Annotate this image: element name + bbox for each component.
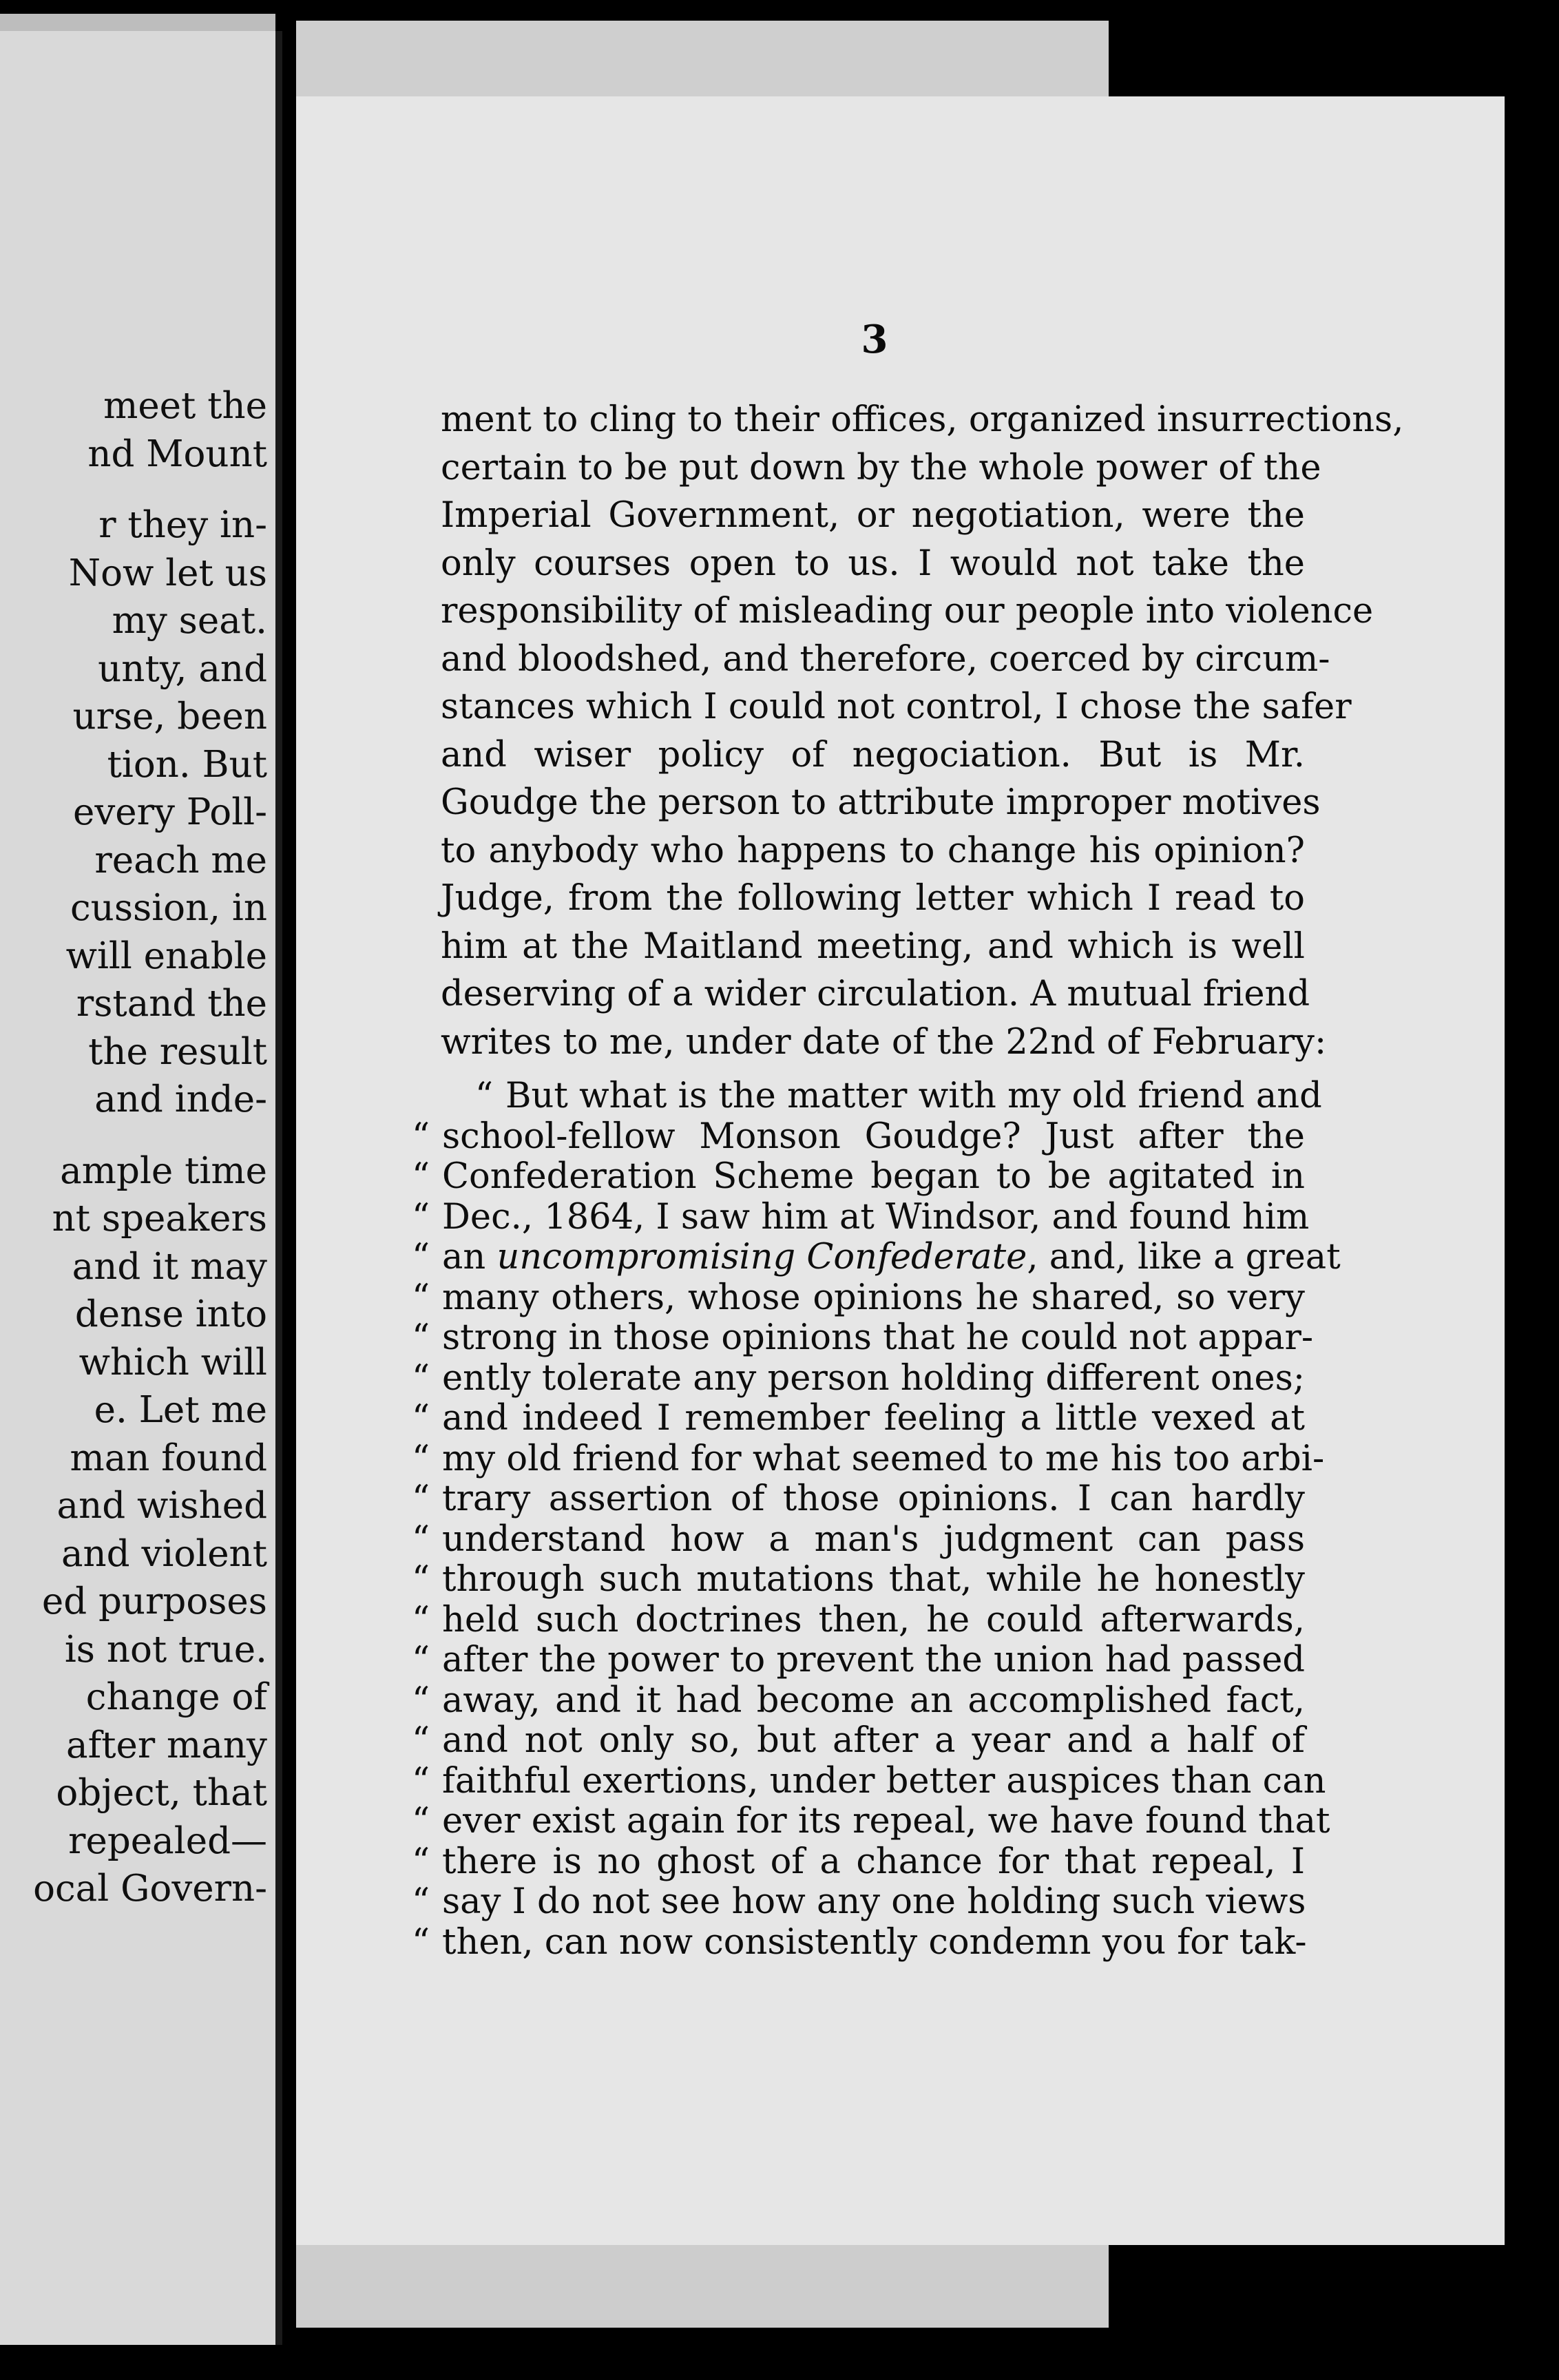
paragraph-line: stances which I could not control, I chose the safer [441, 687, 1352, 727]
left-page [0, 31, 282, 2345]
left-page-line: meet the [103, 385, 267, 427]
paragraph-line: writes to me, under date of the 22nd of February: [441, 1021, 1327, 1063]
paragraph-line: to anybody who happens to change his opinion? [441, 830, 1305, 871]
paragraph-line: ment to cling to their offices, organized insurrections, [441, 399, 1404, 440]
left-page-line [6, 478, 267, 501]
left-page-line: every Poll- [72, 791, 267, 833]
left-page-line: cussion, in [70, 887, 267, 929]
paragraph-line: Judge, from the following letter which I read to [441, 878, 1305, 919]
quote-line [412, 1438, 1325, 1480]
quote-line [412, 1317, 1314, 1359]
left-page-line: rstand the [76, 983, 267, 1025]
left-page-line: ocal Govern- [33, 1868, 267, 1910]
quote-mark: “ [412, 1116, 430, 1157]
quote-text: ently tolerate any person holding different ones; [442, 1357, 1305, 1399]
left-page-line: urse, been [72, 696, 267, 738]
quote-text: say I do not see how any one holding such views [442, 1881, 1306, 1922]
letter-quotation [412, 1076, 1341, 1963]
quote-line [412, 1842, 1305, 1883]
left-page-line: nd Mount [87, 432, 267, 475]
quote-line [412, 1076, 1322, 1117]
quote-line [412, 1157, 1305, 1198]
left-page-line: change of [85, 1676, 267, 1718]
quote-text: my old friend for what seemed to me his too arbi- [442, 1438, 1325, 1479]
quote-line [412, 1721, 1305, 1762]
paragraph-line: and bloodshed, and therefore, coerced by circum- [441, 638, 1330, 680]
quote-mark: “ [412, 1680, 430, 1721]
quote-mark: “ [412, 1317, 430, 1358]
main-paragraph [441, 396, 1404, 1066]
quote-mark: “ [412, 1438, 430, 1479]
quote-mark: “ [412, 1518, 430, 1560]
left-page-line: after many [66, 1724, 267, 1766]
left-page-text [6, 382, 267, 1913]
left-page-line: ample time [60, 1149, 267, 1192]
quote-text: an uncompromising Confederate, and, like a great [442, 1237, 1341, 1277]
quote-line [412, 1600, 1305, 1641]
quote-line [412, 1399, 1305, 1439]
page-number: 3 [861, 317, 888, 362]
quote-mark: “ [412, 1801, 430, 1841]
left-page-line: nt speakers [52, 1198, 267, 1240]
quote-line [412, 1560, 1305, 1600]
quote-text: ever exist again for its repeal, we have found that [442, 1801, 1330, 1841]
quote-text: Dec., 1864, I saw him at Windsor, and found him [442, 1196, 1310, 1238]
left-page-line: tion. But [107, 743, 267, 786]
quote-text: and indeed I remember feeling a little vexed at [442, 1398, 1305, 1439]
quote-text: school-fellow Monson Goudge? Just after the [442, 1116, 1305, 1157]
left-page-line: dense into [74, 1293, 267, 1335]
quote-mark: “ [412, 1559, 430, 1600]
left-page-line: my seat. [112, 600, 267, 642]
left-page-line: object, that [56, 1772, 267, 1814]
quote-mark: “ [412, 1881, 430, 1922]
quote-mark: “ [412, 1357, 430, 1399]
left-page-line: man found [70, 1437, 267, 1479]
quote-mark: “ [412, 1479, 430, 1519]
quote-line [412, 1923, 1305, 1963]
page-gutter [275, 31, 282, 2345]
quote-text: held such doctrines then, he could afterwards, [442, 1599, 1305, 1640]
quote-mark: “ [412, 1398, 430, 1439]
left-page-line: and violent [61, 1532, 267, 1575]
quote-line [412, 1760, 1326, 1802]
quote-text: But what is the matter with my old friend and [505, 1076, 1322, 1116]
paragraph-line: Imperial Government, or negotiation, were the [441, 495, 1305, 536]
paragraph-line: only courses open to us. I would not take the [441, 543, 1305, 584]
quote-line [412, 1681, 1305, 1722]
quote-mark: “ [475, 1076, 494, 1116]
left-page-line: the result [88, 1030, 267, 1073]
quote-text: understand how a man's judgment can pass [442, 1518, 1305, 1560]
quote-line [412, 1801, 1330, 1842]
quote-text: through such mutations that, while he honestly [442, 1559, 1305, 1600]
quote-mark: “ [412, 1640, 430, 1680]
paragraph-line: him at the Maitland meeting, and which is well [441, 926, 1305, 967]
quote-line [412, 1882, 1305, 1923]
quote-text: after the power to prevent the union had passed [442, 1640, 1306, 1680]
left-page-line [6, 1124, 267, 1147]
quote-mark: “ [412, 1921, 430, 1963]
left-page-line: reach me [94, 839, 267, 881]
quote-line [412, 1117, 1305, 1158]
quote-mark: “ [412, 1760, 430, 1802]
quote-text: strong in those opinions that he could not appar- [442, 1317, 1314, 1358]
quote-line [412, 1278, 1305, 1319]
paragraph-line: responsibility of misleading our people into violence [441, 591, 1374, 631]
left-page-line: and wished [56, 1485, 267, 1527]
left-page-line: Now let us [68, 552, 267, 594]
quote-mark: “ [412, 1599, 430, 1640]
quote-line [412, 1520, 1305, 1560]
paragraph-line: certain to be put down by the whole power of the [441, 447, 1321, 488]
quote-text: there is no ghost of a chance for that repeal, I [442, 1841, 1305, 1882]
left-page-line: unty, and [98, 647, 267, 690]
quote-text: away, and it had become an accomplished fact, [442, 1680, 1305, 1721]
left-page-line: is not true. [64, 1628, 267, 1671]
paragraph-line: deserving of a wider circulation. A mutual friend [441, 974, 1310, 1014]
left-page-line: ed purposes [41, 1580, 267, 1622]
quote-text: and not only so, but after a year and a half of [442, 1720, 1305, 1761]
quote-text: many others, whose opinions he shared, so very [442, 1277, 1305, 1318]
quote-line [412, 1237, 1341, 1278]
quote-mark: “ [412, 1237, 430, 1277]
quote-line [412, 1640, 1305, 1681]
quote-mark: “ [412, 1277, 430, 1318]
quote-text: faithful exertions, under better auspices than can [442, 1760, 1326, 1802]
left-page-line: r they in- [98, 504, 267, 546]
quote-text: trary assertion of those opinions. I can hardly [442, 1479, 1305, 1519]
quote-mark: “ [412, 1720, 430, 1761]
left-page-line: repealed— [68, 1819, 267, 1862]
left-page-line: will enable [65, 935, 267, 977]
quote-mark: “ [412, 1196, 430, 1238]
left-page-line: e. Let me [94, 1389, 267, 1431]
left-page-line: which will [79, 1341, 267, 1384]
quote-text: then, can now consistently condemn you for tak- [442, 1921, 1307, 1963]
left-page-line: and inde- [94, 1078, 267, 1120]
quote-mark: “ [412, 1841, 430, 1882]
quote-mark: “ [412, 1156, 430, 1197]
quote-line [412, 1196, 1310, 1238]
quote-line [412, 1359, 1305, 1399]
emphasis: uncompromising Confederate [496, 1237, 1027, 1277]
paragraph-line: Goudge the person to attribute improper motives [441, 782, 1321, 823]
paragraph-line: and wiser policy of negociation. But is Mr. [441, 734, 1305, 775]
left-page-line: and it may [72, 1245, 267, 1288]
quote-text: Confederation Scheme began to be agitated in [442, 1156, 1305, 1197]
quote-line [412, 1479, 1305, 1520]
